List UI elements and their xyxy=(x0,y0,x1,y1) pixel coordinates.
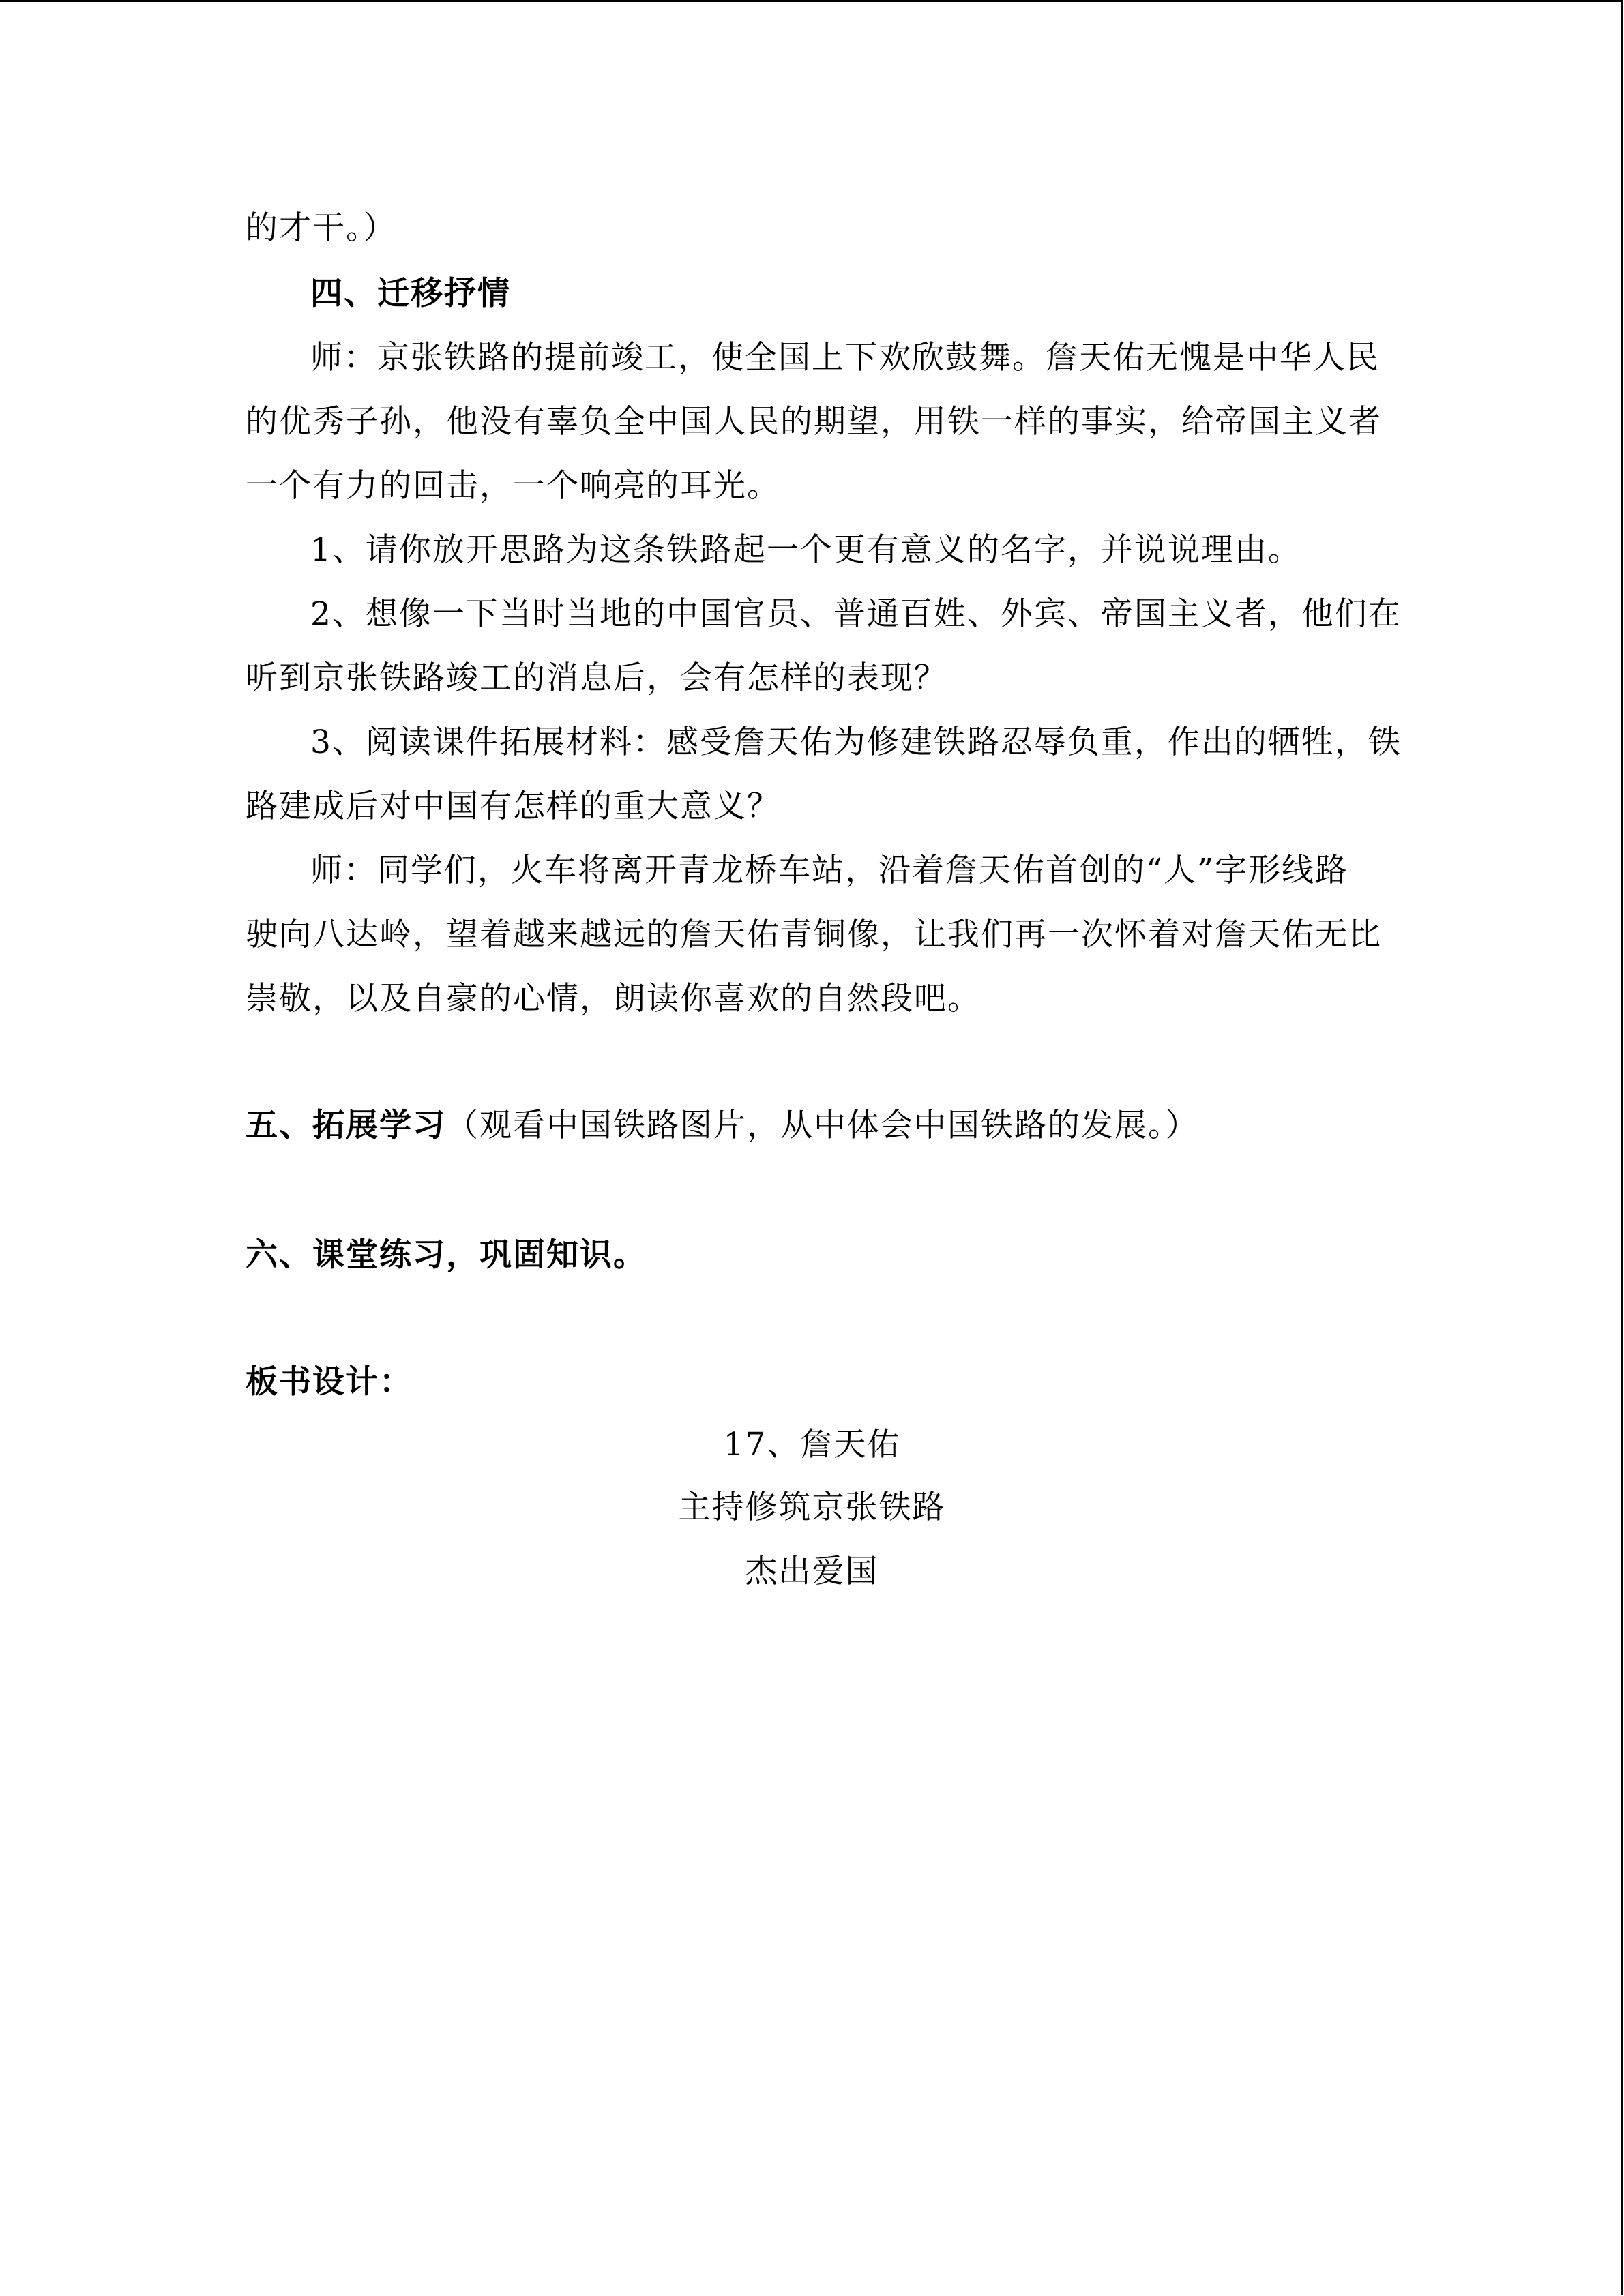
section5-note: （观看中国铁路图片，从中体会中国铁路的发展。） xyxy=(446,1107,1199,1144)
board-line: 主持修筑京张铁路 xyxy=(678,1489,946,1526)
paragraph-line: 路建成后对中国有怎样的重大意义？ xyxy=(246,788,780,825)
section-heading-4: 四、迁移抒情 xyxy=(310,275,511,312)
paragraph-line: 师：京张铁路的提前竣工，使全国上下欢欣鼓舞。詹天佑无愧是中华人民 xyxy=(310,339,1380,376)
section5-heading-text: 五、拓展学习 xyxy=(246,1107,446,1144)
paragraph-line: 师：同学们，火车将离开青龙桥车站，沿着詹天佑首创的“人”字形线路 xyxy=(310,852,1349,889)
section-heading-6: 六、课堂练习，巩固知识。 xyxy=(246,1236,647,1274)
question-item-3: 3、阅读课件拓展材料：感受詹天佑为修建铁路忍辱负重，作出的牺牲，铁 xyxy=(310,724,1402,761)
paragraph-line: 一个有力的回击，一个响亮的耳光。 xyxy=(246,467,780,505)
question-item-1: 1、请你放开思路为这条铁路起一个更有意义的名字，并说说理由。 xyxy=(310,531,1301,569)
board-design-heading: 板书设计： xyxy=(246,1363,413,1401)
paragraph-line: 的才干。） xyxy=(246,209,397,247)
section-heading-5 xyxy=(246,1105,1199,1146)
paragraph-line: 的优秀子孙，他没有辜负全中国人民的期望，用铁一样的事实，给帝国主义者 xyxy=(246,403,1382,441)
paragraph-line: 崇敬，以及自豪的心情，朗读你喜欢的自然段吧。 xyxy=(246,980,981,1017)
paragraph-line: 听到京张铁路竣工的消息后，会有怎样的表现？ xyxy=(246,659,947,697)
board-line-title: 17、詹天佑 xyxy=(723,1426,901,1463)
paragraph-line: 驶向八达岭，望着越来越远的詹天佑青铜像，让我们再一次怀着对詹天佑无比 xyxy=(246,916,1382,953)
question-item-2: 2、想像一下当时当地的中国官员、普通百姓、外宾、帝国主义者，他们在 xyxy=(310,595,1402,633)
board-line: 杰出爱国 xyxy=(745,1553,879,1590)
